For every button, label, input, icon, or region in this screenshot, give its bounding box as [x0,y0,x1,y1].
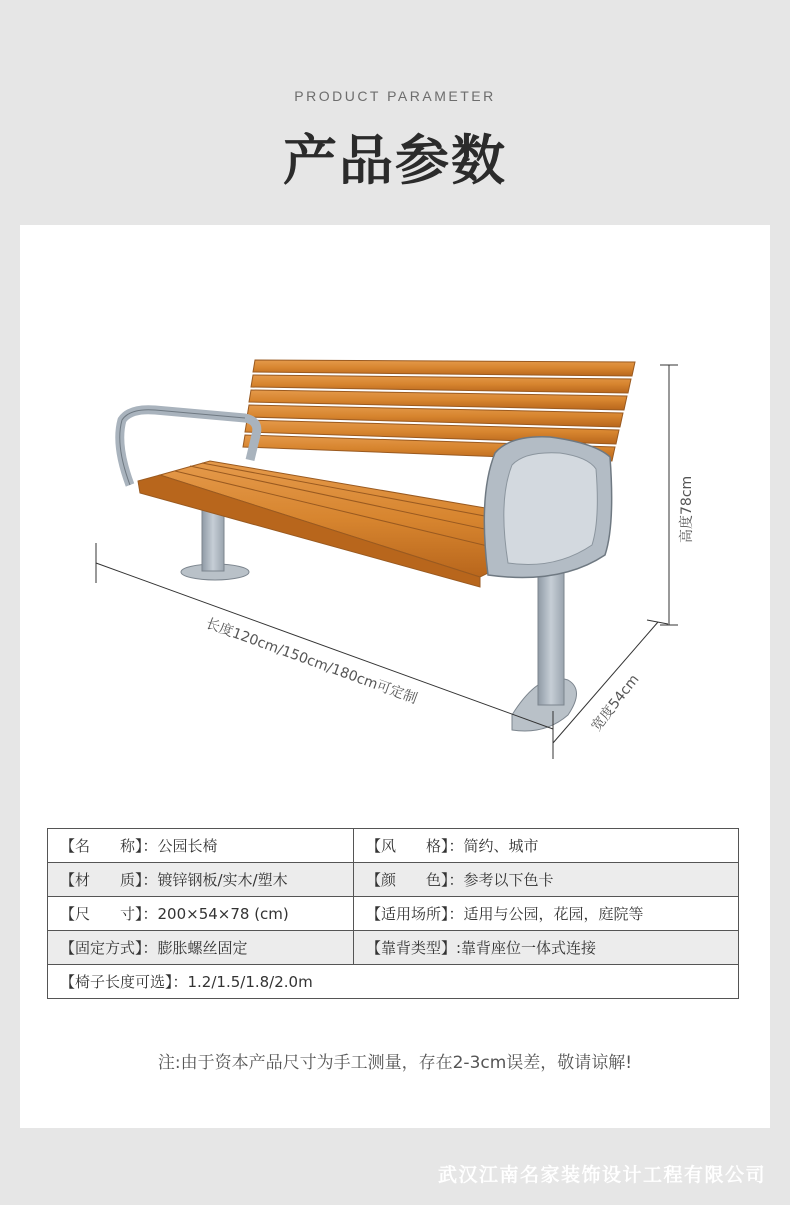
dimension-height [660,365,695,625]
bench-illustration [20,225,770,815]
param-size: 【尺 寸】：200×54×78 (cm) [48,897,354,931]
table-row [48,931,739,965]
param-name: 【名 称】：公园长椅 [48,829,354,863]
table-row [48,829,739,863]
company-watermark: 武汉江南名家装饰设计工程有限公司 [437,1164,766,1186]
param-location: 【适用场所】：适用与公园，花园，庭院等 [354,897,739,931]
measurement-note: 注:由于资本产品尺寸为手工测量，存在2-3cm误差，敬请谅解! [157,1053,633,1073]
section-subtitle: PRODUCT PARAMETER [294,88,496,104]
param-color: 【颜 色】：参考以下色卡 [354,863,739,897]
param-backrest: 【靠背类型】:靠背座位一体式连接 [354,931,739,965]
table-row [48,965,739,999]
table-row [48,863,739,897]
page-title: 产品参数 [283,129,507,192]
width-label: 宽度54cm [588,671,643,735]
length-label: 长度120cm/150cm/180cm可定制 [203,615,420,708]
bench-leg-right [512,570,577,731]
height-label: 高度78cm [679,475,695,543]
param-style: 【风 格】：简约、城市 [354,829,739,863]
table-row [48,897,739,931]
param-length-options: 【椅子长度可选】：1.2/1.5/1.8/2.0m [48,965,739,999]
parameter-card [20,225,770,1128]
parameter-table [47,828,739,999]
dimension-length [96,543,553,759]
bench-armrest-right [484,437,611,578]
param-material: 【材 质】：镀锌钢板/实木/塑木 [48,863,354,897]
param-fixing: 【固定方式】：膨胀螺丝固定 [48,931,354,965]
